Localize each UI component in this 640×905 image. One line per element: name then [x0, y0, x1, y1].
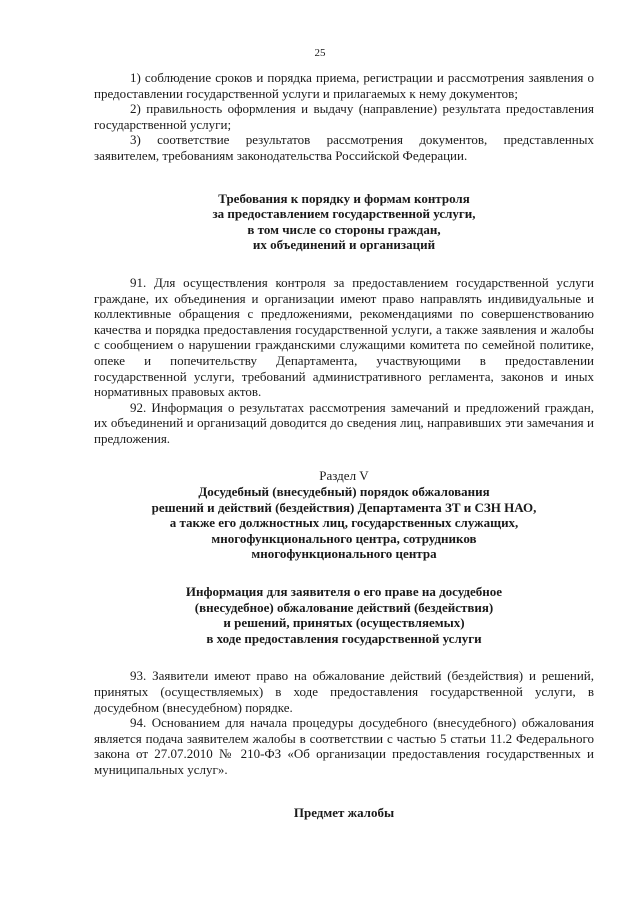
heading-line: Требования к порядку и формам контроля: [218, 190, 470, 206]
appeal-procedure-heading: [94, 484, 594, 562]
heading-line: в ходе предоставления государственной услуги: [206, 630, 482, 646]
heading-line: и решений, принятых (осуществляемых): [223, 615, 465, 631]
complaint-subject-heading: Предмет жалобы: [293, 804, 395, 820]
heading-line: в том числе со стороны граждан,: [247, 221, 441, 237]
list-item-1: 1) соблюдение сроков и порядка приема, регистрации и рассмотрения заявления о предоставлении государственной услуги и прилагаемых к нему документов;: [94, 70, 594, 101]
applicant-information-heading: [94, 584, 594, 646]
heading-line: за предоставлением государственной услуги,: [212, 206, 476, 222]
paragraph-91: 91. Для осуществления контроля за предоставлением государственной услуги граждане, их объединения и организации имеют право направлять индивидуальные и коллективные обращения с предложениями, рекомендациями по совершенствованию качества и порядка предоставления государственной услуги, а также заявления и жалобы с сообщением о нарушении гражданскими служащими комитета по семейной политике, опеке и попечительству Департамента, участвующими в предоставлении государственной услуги, требований административного регламента, законов и иных нормативных правовых актов.: [94, 274, 594, 400]
paragraph-94: 94. Основанием для начала процедуры досудебного (внесудебного) обжалования является подача заявителем жалобы в соответствии с частью 5 статьи 11.2 Федерального закона от 27.07.2010 № 210-ФЗ «Об организации предоставления государственных и муниципальных услуг».: [94, 715, 594, 777]
heading-line: многофункционального центра, сотрудников: [211, 530, 477, 546]
section-label: Раздел V: [319, 468, 369, 484]
paragraph-93: 93. Заявители имеют право на обжалование действий (бездействия) и решений, принятых (осуществляемых) в ходе предоставления государственной услуги, в досудебном (внесудебном) порядке.: [94, 668, 594, 715]
page-number: 25: [314, 47, 326, 59]
heading-line: Досудебный (внесудебный) порядок обжалования: [198, 484, 490, 500]
heading-line: решений и действий (бездействия) Департамента ЗТ и СЗН НАО,: [151, 499, 537, 515]
list-item-3: 3) соответствие результатов рассмотрения документов, представленных заявителем, требованиям законодательства Российской Федерации.: [94, 132, 594, 163]
control-requirements-heading: [94, 191, 594, 253]
page-content: [94, 70, 594, 820]
heading-line: (внесудебное) обжалование действий (бездействия): [194, 599, 494, 615]
paragraph-92: 92. Информация о результатах рассмотрения замечаний и предложений граждан, их объединений и организаций доводится до сведения лиц, направивших эти замечания и предложения.: [94, 399, 594, 446]
heading-line: их объединений и организаций: [252, 237, 436, 253]
heading-line: многофункционального центра: [251, 546, 437, 562]
heading-line: Информация для заявителя о его праве на досудебное: [185, 584, 503, 600]
heading-line: а также его должностных лиц, государственных служащих,: [169, 515, 519, 531]
list-item-2: 2) правильность оформления и выдачу (направление) результата предоставления государственной услуги;: [94, 101, 594, 132]
